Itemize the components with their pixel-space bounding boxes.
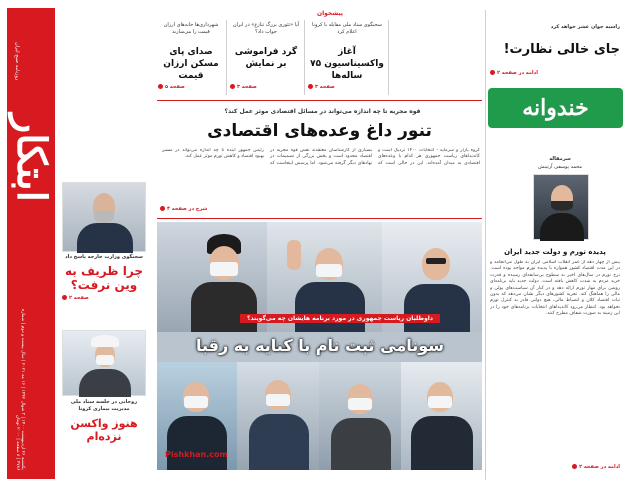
rouhani-headline[interactable]: هنوز واکسن نزده‌ام xyxy=(70,417,138,443)
economy-headline[interactable]: تنور داغ وعده‌های اقتصادی xyxy=(207,121,432,141)
housing-more[interactable]: صفحه ۵ xyxy=(158,84,224,90)
article-headline[interactable]: پدیده تورم و دولت جدید ایران xyxy=(504,248,606,256)
columnist-role: سرمقاله xyxy=(549,156,571,162)
nezarat-headline[interactable]: جای خالی نظارت! xyxy=(503,42,620,57)
columnist-photo xyxy=(533,174,589,240)
candidate-photo-5 xyxy=(237,362,319,470)
economy-kicker: قوه مجریه تا چه اندازه می‌تواند در مسائل اقتصادی موثر عمل کند؟ xyxy=(224,108,421,115)
pishkhan-label: پیشخوان xyxy=(316,10,344,17)
newspaper-subtitle: روزنامه صبح ایران xyxy=(14,41,20,80)
newspaper-logo: ابتکار xyxy=(8,114,55,202)
rouhani-photo xyxy=(62,330,146,396)
watermark: Pishkhan.com xyxy=(165,450,228,459)
economy-more[interactable]: شرح در صفحه ۴ xyxy=(160,206,240,212)
columnist-name: محمد پوسفی آرتینش xyxy=(537,164,583,170)
zarif-more[interactable]: صفحه ۲ xyxy=(62,295,146,301)
main-kicker: داوطلبان ریاست جمهوری در مورد برنامه هایشان چه می‌گویند؟ xyxy=(240,314,440,323)
vaccine-kicker: سخنگوی ستاد ملی مقابله با کرونا اعلام کرد xyxy=(312,22,382,35)
candidate-photo-7 xyxy=(401,362,482,470)
vaccine-more[interactable]: صفحه ۳ xyxy=(308,84,386,90)
main-headline[interactable]: سونامی ثبت نام با کنایه به رقبا xyxy=(195,336,445,355)
theory-more[interactable]: صفحه ۳ xyxy=(230,84,302,90)
zarif-photo xyxy=(62,182,146,252)
article-more[interactable]: ادامه در صفحه ۲ xyxy=(490,464,620,470)
nezarat-kicker: راسیه جوان عشر خواهد کرد xyxy=(550,24,620,30)
issue-info: یکشنبه ۲۶ اردیبهشت ۱۴۰۰ | ۳ شوال ۱۴۴۲ | ۱۶ مه ۲۰۲۱ | سال بیست و دوم | شماره ۴۷۸۶ | ۸ صفحه | ۲۰۰۰ تومان xyxy=(15,309,25,470)
vaccine-headline[interactable]: آغاز واکسیناسیون ۷۵ ساله‌ها xyxy=(310,47,384,81)
rouhani-caption: روحانی در جلسه ستاد ملی مدیریت بیماری کرونا xyxy=(70,399,138,412)
zarif-caption: سخنگوی وزارت خارجه پاسخ داد xyxy=(65,254,143,260)
housing-kicker: شهرداری‌ها خانه‌های ارزان قیمت را می‌سازند xyxy=(163,22,219,35)
khandvaneh-banner[interactable] xyxy=(488,88,623,128)
housing-headline[interactable]: صدای پای مسکن ارزان قیمت xyxy=(163,47,219,81)
article-body: بیش از چهار دهه از عمر انقلاب اسلامی ایران به طول می‌انجامد و در این مدت اقتصاد کشور همواره با پدیده تورم مواجه بوده است. نرخ تورم در سال‌های اخیر به سطوح بی‌سابقه‌ای رسیده و قدرت خرید مردم به شدت کاهش یافته است. دولت جدید باید برنامه‌ای روشن برای مهار تورم ارائه دهد و در کنار آن سیاست‌های پولی و مالی را هماهنگ کند. تجربه کشورهای دیگر نشان می‌دهد که بدون ثبات اقتصاد کلان و انضباط مالی، هیچ دولتی قادر به کنترل تورم نخواهد بود. انتظار می‌رود کاندیداهای انتخابات برنامه‌های خود را در این زمینه به صورت شفاف مطرح کنند. xyxy=(490,260,620,317)
nezarat-more[interactable]: ادامه در صفحه ۲ xyxy=(490,70,620,76)
theory-headline[interactable]: گرد فراموشی بر نمایش xyxy=(234,47,298,69)
theory-kicker: آیا «تئوری بزرگ تنازع» در ایران جواب داد؟ xyxy=(232,22,300,35)
zarif-headline[interactable]: چرا ظریف به وین نرفت؟ xyxy=(65,264,143,292)
economy-body: گروه بازار و سرمایه - انتخابات ۱۴۰۰ نزدیک است و کاندیداهای ریاست جمهوری هر کدام با وعده‌های اقتصادی به میدان آمده‌اند. این در حالی است که بسیاری از کارشناسان معتقدند نقش قوه مجریه در اقتصاد محدود است و بخش بزرگی از تصمیمات در نهادهای دیگر گرفته می‌شود. اما پرسش اینجاست که رئیس جمهور آینده تا چه اندازه می‌تواند در مسیر بهبود اقتصاد و کاهش تورم موثر عمل کند. xyxy=(162,148,480,166)
khandvaneh-title: خندوانه xyxy=(522,95,589,121)
candidate-photo-6 xyxy=(319,362,401,470)
